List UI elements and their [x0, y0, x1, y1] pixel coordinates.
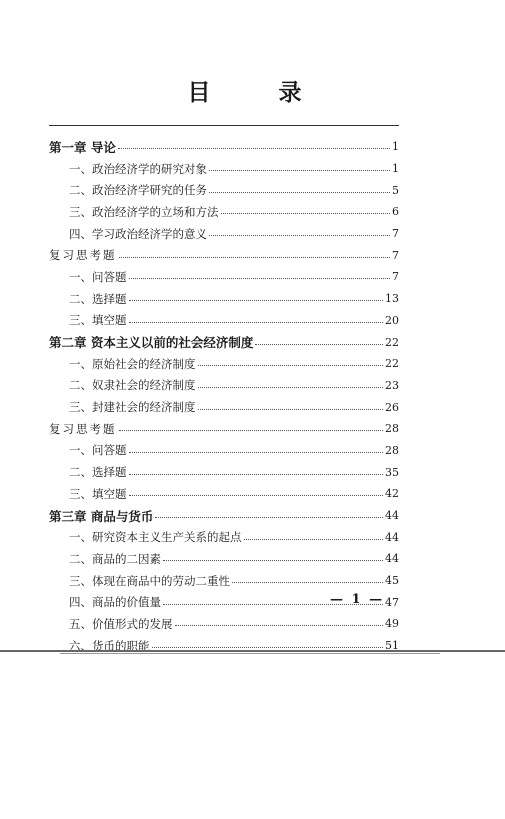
toc-entry-label: 三、政治经济学的立场和方法 — [69, 204, 219, 219]
toc-entry-section — [49, 179, 399, 201]
toc-entry-label: 复习思考题 — [49, 421, 117, 436]
dot-leader — [129, 300, 384, 301]
toc-entry-page: 1 — [392, 162, 399, 176]
dot-leader — [118, 148, 390, 149]
toc-entry-page: 45 — [385, 574, 399, 588]
toc-entry-page: 22 — [385, 357, 399, 371]
dot-leader — [198, 365, 384, 366]
toc-entry-page: 6 — [392, 205, 399, 219]
toc-entry-page: 44 — [385, 552, 399, 566]
toc-entry-label: 三、体现在商品中的劳动二重性 — [69, 573, 230, 588]
toc-entry-section — [49, 440, 399, 462]
table-of-contents — [49, 136, 399, 657]
dot-leader — [119, 430, 384, 431]
toc-entry-label: 四、学习政治经济学的意义 — [69, 226, 207, 241]
bottom-rule-thin — [60, 653, 440, 654]
toc-entry-section — [49, 158, 399, 180]
toc-entry-page: 35 — [385, 465, 399, 479]
toc-entry-section — [49, 548, 399, 570]
toc-entry-page: 28 — [385, 422, 399, 436]
toc-entry-label: 二、奴隶社会的经济制度 — [69, 378, 196, 393]
dot-leader — [129, 495, 384, 496]
toc-entry-section — [49, 223, 399, 245]
dot-leader — [129, 278, 391, 279]
toc-entry-page: 51 — [385, 639, 399, 653]
dot-leader — [209, 235, 390, 236]
toc-entry-page: 7 — [392, 270, 399, 284]
toc-entry-label: 一、问答题 — [69, 269, 127, 284]
toc-entry-section — [49, 201, 399, 223]
bottom-rule — [0, 650, 505, 652]
toc-entry-chapter — [49, 331, 399, 353]
dot-leader — [232, 582, 383, 583]
dot-leader — [119, 257, 391, 258]
toc-entry-chapter — [49, 505, 399, 527]
toc-entry-label: 第三章 商品与货币 — [49, 508, 154, 524]
dot-leader — [221, 213, 391, 214]
dot-leader — [255, 344, 383, 345]
toc-entry-page: 23 — [385, 378, 399, 392]
dot-leader — [198, 409, 384, 410]
toc-entry-label: 一、政治经济学的研究对象 — [69, 161, 207, 176]
dot-leader — [129, 322, 384, 323]
dot-leader — [163, 560, 383, 561]
dot-leader — [152, 647, 384, 648]
top-rule — [49, 125, 399, 126]
toc-entry-section — [49, 461, 399, 483]
dot-leader — [175, 625, 384, 626]
toc-entry-label: 二、政治经济学研究的任务 — [69, 183, 207, 198]
toc-entry-label: 二、选择题 — [69, 291, 127, 306]
toc-entry-section — [49, 288, 399, 310]
toc-entry-page: 1 — [392, 140, 399, 154]
dot-leader — [198, 387, 384, 388]
toc-entry-label: 一、问答题 — [69, 443, 127, 458]
toc-entry-label: 三、封建社会的经济制度 — [69, 400, 196, 415]
toc-entry-page: 20 — [385, 313, 399, 327]
toc-entry-page: 26 — [385, 400, 399, 414]
toc-entry-label: 六、货币的职能 — [69, 638, 150, 653]
toc-entry-label: 二、选择题 — [69, 465, 127, 480]
toc-entry-page: 5 — [392, 183, 399, 197]
toc-entry-label: 二、商品的二因素 — [69, 551, 161, 566]
toc-entry-section — [49, 613, 399, 635]
toc-entry-label: 第二章 资本主义以前的社会经济制度 — [49, 335, 254, 351]
toc-entry-page: 47 — [385, 595, 399, 609]
toc-entry-section — [49, 375, 399, 397]
toc-entry-chapter — [49, 136, 399, 158]
toc-entry-section — [49, 310, 399, 332]
toc-entry-page: 42 — [385, 487, 399, 501]
toc-entry-section — [49, 526, 399, 548]
dot-leader — [209, 170, 390, 171]
toc-entry-page: 28 — [385, 443, 399, 457]
toc-entry-page: 7 — [392, 227, 399, 241]
toc-entry-page: 22 — [385, 335, 399, 349]
page-title: 目 录 — [187, 79, 332, 106]
toc-entry-label: 五、价值形式的发展 — [69, 616, 173, 631]
toc-entry-review — [49, 418, 399, 440]
dot-leader — [129, 452, 384, 453]
toc-entry-section — [49, 353, 399, 375]
toc-entry-page: 44 — [385, 509, 399, 523]
toc-entry-label: 四、商品的价值量 — [69, 595, 161, 610]
toc-entry-label: 复习思考题 — [49, 248, 117, 263]
toc-entry-section — [49, 570, 399, 592]
toc-entry-label: 一、原始社会的经济制度 — [69, 356, 196, 371]
toc-entry-page: 13 — [385, 292, 399, 306]
dot-leader — [155, 517, 383, 518]
toc-entry-label: 三、填空题 — [69, 486, 127, 501]
dot-leader — [244, 539, 384, 540]
toc-entry-page: 44 — [385, 530, 399, 544]
toc-entry-label: 一、研究资本主义生产关系的起点 — [69, 530, 242, 545]
toc-entry-label: 三、填空题 — [69, 313, 127, 328]
toc-entry-page: 7 — [392, 248, 399, 262]
page-number: — 1 — — [330, 592, 385, 607]
toc-entry-section — [49, 396, 399, 418]
toc-entry-review — [49, 244, 399, 266]
toc-entry-label: 第一章 导论 — [49, 139, 116, 155]
toc-entry-page: 49 — [385, 617, 399, 631]
dot-leader — [209, 192, 390, 193]
toc-entry-section — [49, 266, 399, 288]
dot-leader — [129, 474, 384, 475]
toc-entry-section — [49, 483, 399, 505]
